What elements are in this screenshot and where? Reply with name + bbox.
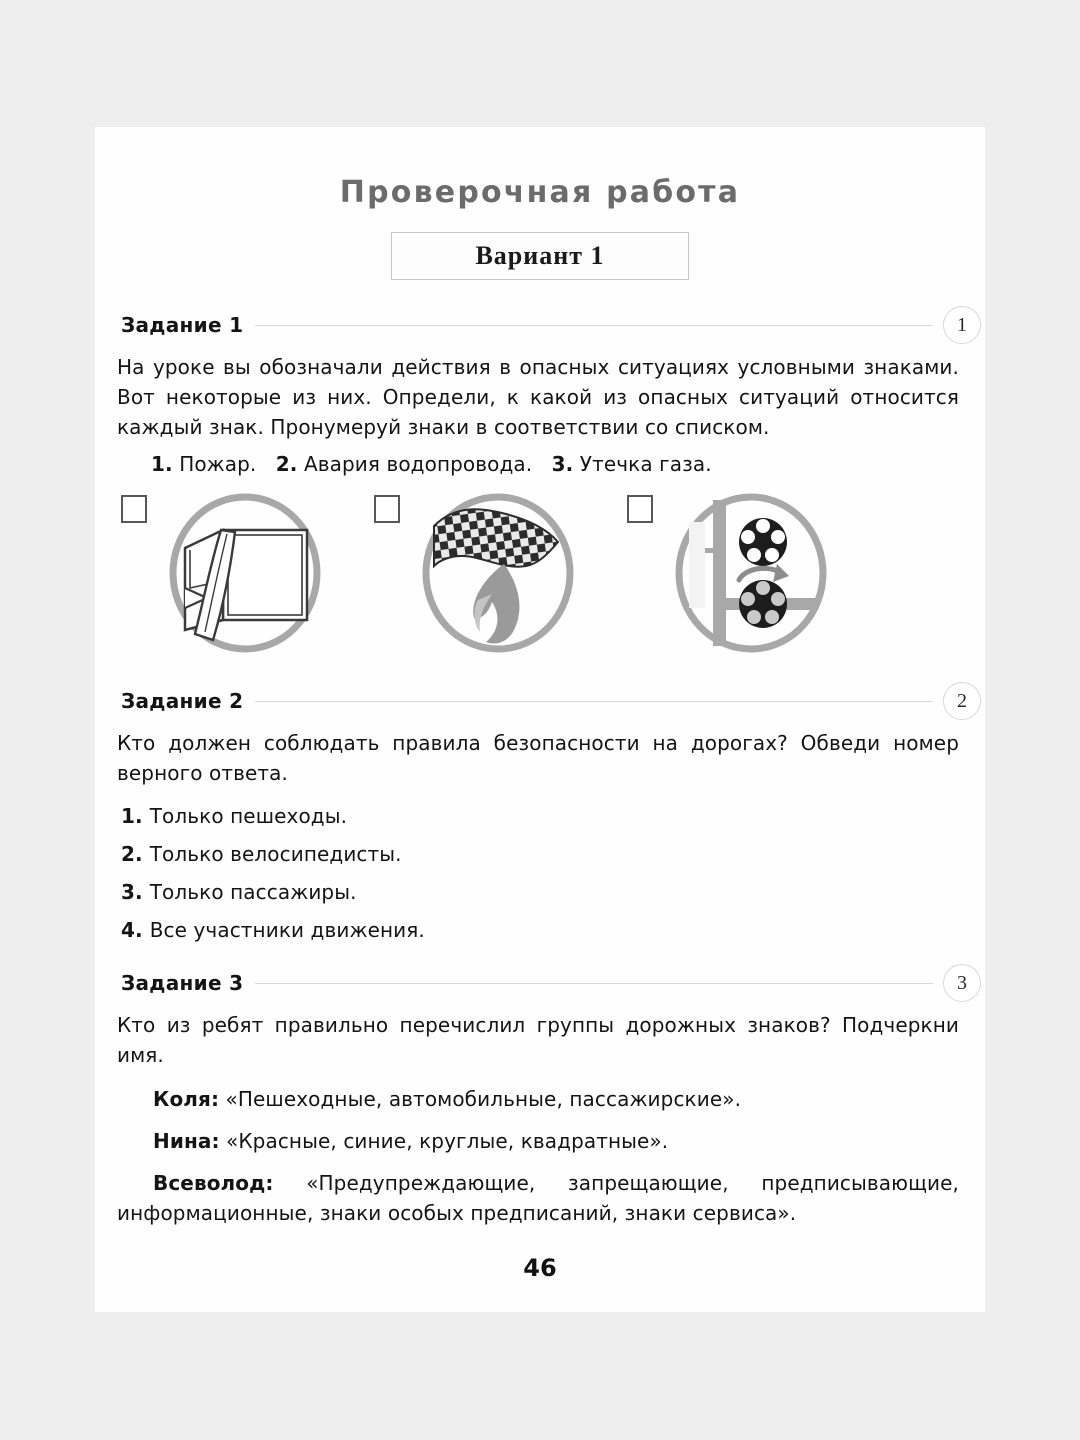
pictogram-cell-3: [625, 490, 878, 656]
situation-1-text: Пожар.: [179, 452, 257, 476]
option-4-number: 4.: [121, 918, 143, 942]
task-3-label: Задание 3: [121, 971, 244, 995]
answer-kolya-name: Коля:: [153, 1087, 220, 1111]
variant-label: Вариант 1: [475, 241, 605, 270]
task-1-section: [95, 306, 985, 656]
option-3[interactable]: [121, 880, 959, 904]
answer-vsevolod-text: «Предупреждающие, запрещающие, предписывающие, информационные, знаки особых предписаний, знаки сервиса».: [117, 1171, 959, 1225]
option-2-number: 2.: [121, 842, 143, 866]
pictogram-cell-2: [372, 490, 625, 656]
task-3-header: [117, 964, 967, 1002]
task-1-header: [117, 306, 967, 344]
task-3-badge: [943, 964, 981, 1002]
task-2-badge-number: 2: [957, 689, 967, 712]
option-4[interactable]: [121, 918, 959, 942]
pictogram-1-checkbox[interactable]: [121, 495, 147, 523]
task-2-label: Задание 2: [121, 689, 244, 713]
task-3-rule: [255, 983, 933, 984]
water-pipe-valves-icon: [661, 490, 841, 656]
option-4-text: Все участники движения.: [149, 918, 425, 942]
pictogram-cell-1: [119, 490, 372, 656]
task-2-badge: [943, 682, 981, 720]
task-1-pictogram-row: [117, 490, 959, 656]
answer-nina-text: «Красные, синие, круглые, квадратные».: [226, 1129, 669, 1153]
task-1-label: Задание 1: [121, 313, 244, 337]
option-3-number: 3.: [121, 880, 143, 904]
option-2[interactable]: [121, 842, 959, 866]
task-2-options: [117, 804, 959, 942]
blanket-over-flame-icon: [408, 490, 588, 656]
situation-3-text: Утечка газа.: [579, 452, 712, 476]
task-3-section: [95, 964, 985, 1228]
page-number: 46: [523, 1254, 557, 1282]
task-2-section: [95, 682, 985, 942]
task-1-prompt: На уроке вы обозначали действия в опасных ситуациях условными знаками. Вот некоторые из них. Определи, к какой из опасных ситуаций относится каждый знак. Пронумеруй знаки в соответствии со списком.: [117, 355, 959, 439]
variant-box: [391, 232, 689, 280]
answer-vsevolod[interactable]: [117, 1168, 959, 1228]
situation-3-number: 3.: [551, 452, 574, 476]
valve-wheel-lower: [739, 580, 787, 628]
task-1-badge-number: 1: [957, 313, 967, 336]
answer-vsevolod-name: Всеволод:: [153, 1171, 274, 1195]
answer-kolya-text: «Пешеходные, автомобильные, пассажирские».: [225, 1087, 742, 1111]
task-2-header: [117, 682, 967, 720]
situation-2-text: Авария водопровода.: [303, 452, 533, 476]
task-1-situations-list: [117, 452, 959, 476]
rotation-arrow-icon: [739, 564, 789, 582]
option-1-number: 1.: [121, 804, 143, 828]
answer-kolya[interactable]: [117, 1084, 959, 1114]
task-3-prompt: Кто из ребят правильно перечислил группы дорожных знаков? Подчеркни имя.: [117, 1013, 959, 1067]
task-1-badge: [943, 306, 981, 344]
option-1[interactable]: [121, 804, 959, 828]
task-3-answers: [117, 1084, 959, 1228]
answer-nina-name: Нина:: [153, 1129, 220, 1153]
situation-2-number: 2.: [275, 452, 298, 476]
pictogram-2-checkbox[interactable]: [374, 495, 400, 523]
option-2-text: Только велосипедисты.: [149, 842, 402, 866]
task-1-rule: [255, 325, 933, 326]
task-3-badge-number: 3: [957, 971, 967, 994]
option-1-text: Только пешеходы.: [149, 804, 348, 828]
pictogram-3-checkbox[interactable]: [627, 495, 653, 523]
valve-wheel-upper: [739, 518, 787, 566]
task-2-prompt: Кто должен соблюдать правила безопасности на дорогах? Обведи номер верного ответа.: [117, 731, 959, 785]
task-2-rule: [255, 701, 933, 702]
situation-1-number: 1.: [151, 452, 173, 476]
answer-nina[interactable]: [117, 1126, 959, 1156]
open-window-with-curtain-icon: [155, 490, 335, 656]
worksheet-page: [95, 127, 985, 1312]
option-3-text: Только пассажиры.: [149, 880, 357, 904]
page-title: Проверочная работа: [339, 175, 741, 210]
